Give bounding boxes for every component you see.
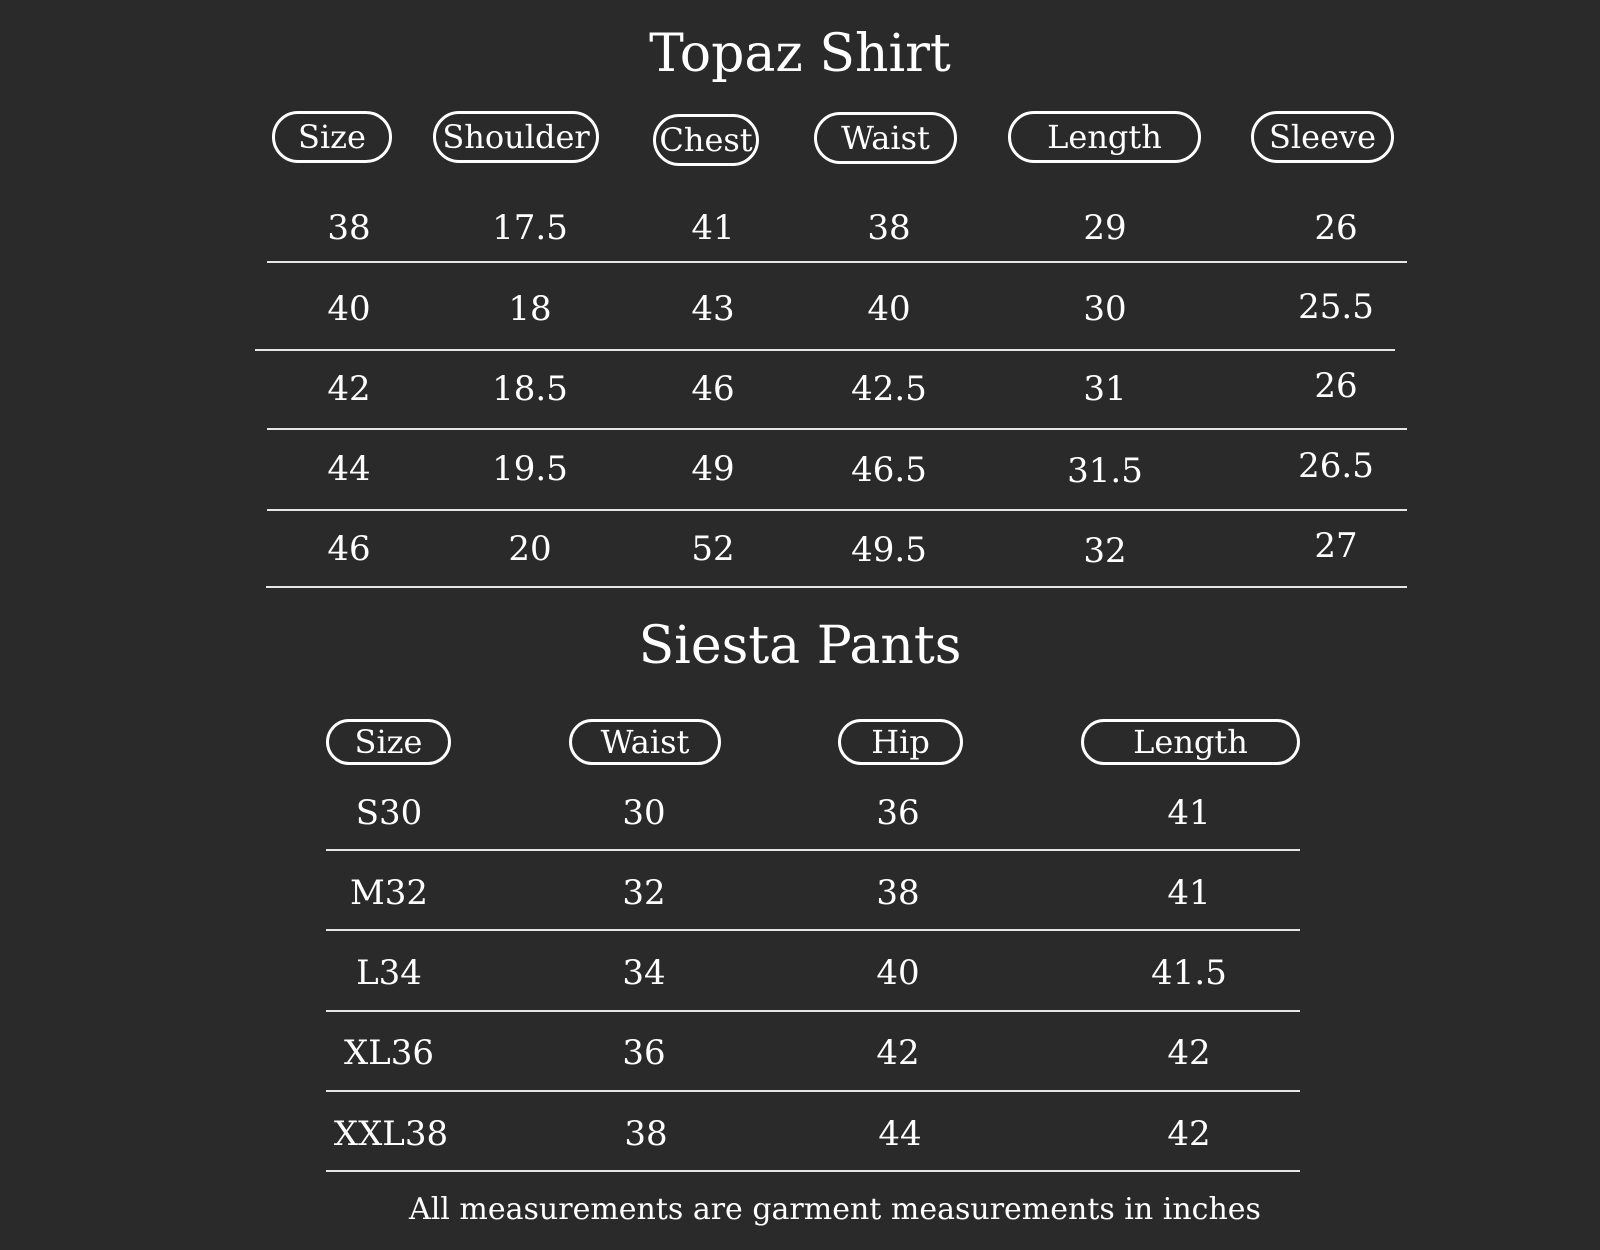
row-divider [267, 509, 1407, 511]
shirt-title: Topaz Shirt [649, 24, 951, 84]
table-cell: 30 [1083, 289, 1127, 329]
table-cell: M32 [349, 873, 429, 913]
table-cell: 41.5 [1151, 953, 1227, 993]
table-cell: 44 [327, 449, 371, 489]
table-cell: 40 [327, 289, 371, 329]
table-cell: 40 [867, 289, 911, 329]
table-cell: 42 [327, 369, 371, 409]
table-cell: XL36 [343, 1033, 435, 1073]
row-divider [326, 1090, 1300, 1092]
table-cell: 42.5 [851, 369, 927, 409]
table-cell: 42 [876, 1033, 920, 1073]
table-cell: 34 [622, 953, 666, 993]
table-cell: 18 [508, 289, 552, 329]
table-cell: 43 [691, 289, 735, 329]
table-cell: 31.5 [1067, 451, 1143, 491]
row-divider [267, 261, 1407, 263]
table-cell: 41 [1167, 873, 1211, 913]
table-cell: 46 [327, 529, 371, 569]
table-cell: L34 [356, 953, 422, 993]
table-cell: 38 [327, 208, 371, 248]
table-cell: 42 [1167, 1114, 1211, 1154]
table-cell: 49.5 [851, 530, 927, 570]
shirt-header-length: Length [1008, 111, 1201, 163]
pants-header-length: Length [1081, 719, 1300, 765]
pants-header-hip: Hip [838, 719, 963, 765]
row-divider [326, 849, 1300, 851]
table-cell: 49 [691, 449, 735, 489]
table-cell: 36 [622, 1033, 666, 1073]
table-cell: 42 [1167, 1033, 1211, 1073]
shirt-header-sleeve: Sleeve [1251, 111, 1394, 163]
table-cell: 40 [876, 953, 920, 993]
table-cell: 36 [876, 793, 920, 833]
table-cell: S30 [355, 793, 423, 833]
table-cell: 38 [624, 1114, 668, 1154]
pants-header-size: Size [326, 719, 451, 765]
row-divider [326, 1010, 1300, 1012]
table-cell: 44 [878, 1114, 922, 1154]
table-cell: 41 [1167, 793, 1211, 833]
row-divider [255, 349, 1395, 351]
shirt-header-size: Size [272, 111, 392, 163]
table-cell: 26 [1314, 208, 1358, 248]
table-cell: 20 [508, 529, 552, 569]
shirt-header-chest: Chest [653, 114, 759, 166]
table-cell: 41 [691, 208, 735, 248]
measurement-note: All measurements are garment measurements in inches [409, 1192, 1261, 1227]
shirt-header-waist: Waist [814, 112, 957, 164]
table-cell: 26 [1314, 366, 1358, 406]
shirt-header-shoulder: Shoulder [433, 111, 599, 163]
row-divider [266, 586, 1407, 588]
table-cell: 31 [1083, 369, 1127, 409]
table-cell: 19.5 [492, 449, 568, 489]
row-divider [326, 1170, 1300, 1172]
table-cell: 32 [622, 873, 666, 913]
table-cell: 26.5 [1298, 446, 1374, 486]
table-cell: 17.5 [492, 208, 568, 248]
table-cell: 38 [876, 873, 920, 913]
table-cell: 30 [622, 793, 666, 833]
pants-title: Siesta Pants [638, 616, 962, 676]
table-cell: 29 [1083, 208, 1127, 248]
table-cell: 32 [1083, 531, 1127, 571]
table-cell: 18.5 [492, 369, 568, 409]
row-divider [326, 929, 1300, 931]
table-cell: 46.5 [851, 450, 927, 490]
table-cell: 25.5 [1298, 287, 1374, 327]
table-cell: XXL38 [333, 1114, 449, 1154]
pants-header-waist: Waist [569, 719, 721, 765]
table-cell: 38 [867, 208, 911, 248]
table-cell: 52 [691, 529, 735, 569]
row-divider [267, 428, 1407, 430]
table-cell: 27 [1314, 526, 1358, 566]
table-cell: 46 [691, 369, 735, 409]
